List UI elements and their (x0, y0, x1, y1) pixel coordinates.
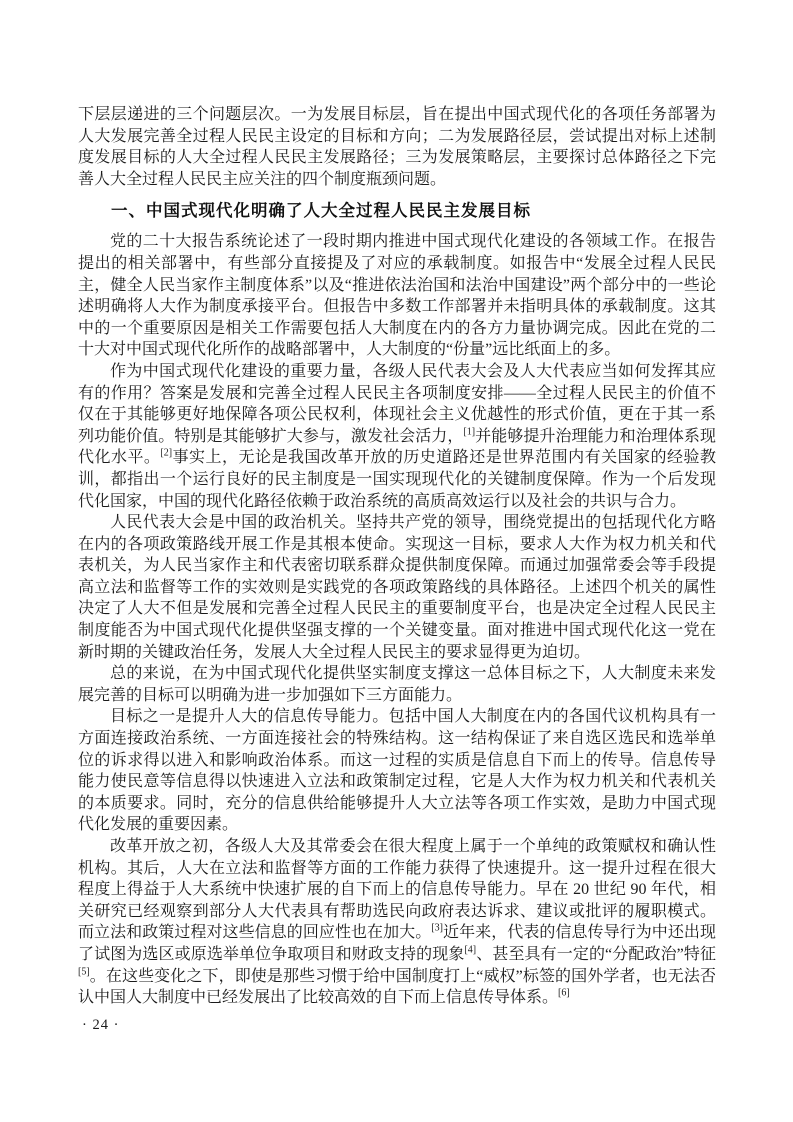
paragraph: 下层层递进的三个问题层次。一为发展目标层，旨在提出中国式现代化的各项任务部署为人大发展完善全过程人民民主设定的目标和方向；二为发展路径层，尝试提出对标上述制度发展目标的人大全过程人民民主发展路径；三为发展策略层，主要探讨总体路径之下完善人大全过程人民民主应关注的四个制度瓶颈问题。 (78, 106, 716, 188)
paragraph: 目标之一是提升人大的信息传导能力。包括中国人大制度在内的各国代议机构具有一方面连接政治系统、一方面连接社会的特殊结构。这一结构保证了来自选区选民和选举单位的诉求得以进入和影响政治体系。而这一过程的实质是信息自下而上的传导。信息传导能力使民意等信息得以快速进入立法和政策制定过程，它是人大作为权力机关和代表机关的本质要求。同时，充分的信息供给能够提升人大立法等各项工作实效，是助力中国式现代化发展的重要因素。 (78, 708, 716, 834)
paragraph: 总的来说，在为中国式现代化提供坚实制度支撑这一总体目标之下，人大制度未来发展完善的目标可以明确为进一步加强如下三方面能力。 (78, 665, 716, 704)
footnote-reference: [1] (463, 426, 476, 438)
page-body (78, 104, 716, 1009)
section-heading: 一、中国式现代化明确了人大全过程人民民主发展目标 (111, 202, 531, 221)
paragraph: 人民代表大会是中国的政治机关。坚持共产党的领导，围绕党提出的包括现代化方略在内的各项政策路线开展工作是其根本使命。实现这一目标，要求人大作为权力机关和代表机关，为人民当家作主和代表密切联系群众提供制度保障。而通过加强常委会等手段提高立法和监督等工作的实效则是实践党的各项政策路线的具体路径。上述四个机关的属性决定了人大不但是发展和完善全过程人民民主的重要制度平台，也是决定全过程人民民主制度能否为中国式现代化提供坚强支撑的一个关键变量。面对推进中国式现代化这一党在新时期的关键政治任务，发展人大全过程人民民主的要求显得更为迫切。 (78, 514, 716, 661)
footnote-reference: [6] (558, 987, 570, 999)
paragraph: 改革开放之初，各级人大及其常委会在很大程度上属于一个单纯的政策赋权和确认性机构。其后，人大在立法和监督等方面的工作能力获得了快速提升。这一提升过程在很大程度上得益于人大系统中快速扩展的自下而上的信息传导能力。早在 20 世纪 90 年代，相关研究已经观察到部分人大代表具有帮助选民向政府表达诉求、建议或批评的履职模式。而立法和政策过程对这些信息的回应性也在加大。[3]近年来，代表的信息传导行为中还出现了试图为选区或原选举单位争取项目和财政支持的现象[4]、甚至具有一定的“分配政治”特征[5]。在这些变化之下，即使是那些习惯于给中国制度打上“威权”标签的国外学者，也无法否认中国人大制度中已经发展出了比较高效的自下而上信息传导体系。[6] (78, 838, 716, 1007)
footnote-reference: [4] (464, 944, 477, 956)
footnote-reference: [3] (431, 923, 443, 935)
paragraph: 作为中国式现代化建设的重要力量，各级人民代表大会及人大代表应当如何发挥其应有的作用？答案是发展和完善全过程人民民主各项制度安排——全过程人民民主的价值不仅在于其能够更好地保障各项公民权利，体现社会主义优越性的形式价值，更在于其一系列功能价值。特别是其能够扩大参与，激发社会活力，[1]并能够提升治理能力和治理体系现代化水平。[2]事实上，无论是我国改革开放的历史道路还是世界范围内有关国家的经验教训，都指出一个运行良好的民主制度是一国实现现代化的关键制度保障。作为一个后发现代化国家，中国的现代化路径依赖于政治系统的高质高效运行以及社会的共识与合力。 (78, 362, 716, 510)
page-number: · 24 · (82, 1016, 120, 1033)
paragraph: 党的二十大报告系统论述了一段时期内推进中国式现代化建设的各领域工作。在报告提出的相关部署中，有些部分直接提及了对应的承载制度。如报告中“发展全过程人民民主，健全人民当家作主制度体系”以及“推进依法治国和法治中国建设”两个部分中的一些论述明确将人大作为制度承接平台。但报告中多数工作部署并未指明具体的承载制度。这其中的一个重要原因是相关工作需要包括人大制度在内的各方力量协调完成。因此在党的二十大对中国式现代化所作的战略部署中，人大制度的“份量”远比纸面上的多。 (78, 233, 716, 359)
footnote-reference: [2] (160, 447, 173, 459)
footnote-reference: [5] (78, 966, 90, 978)
